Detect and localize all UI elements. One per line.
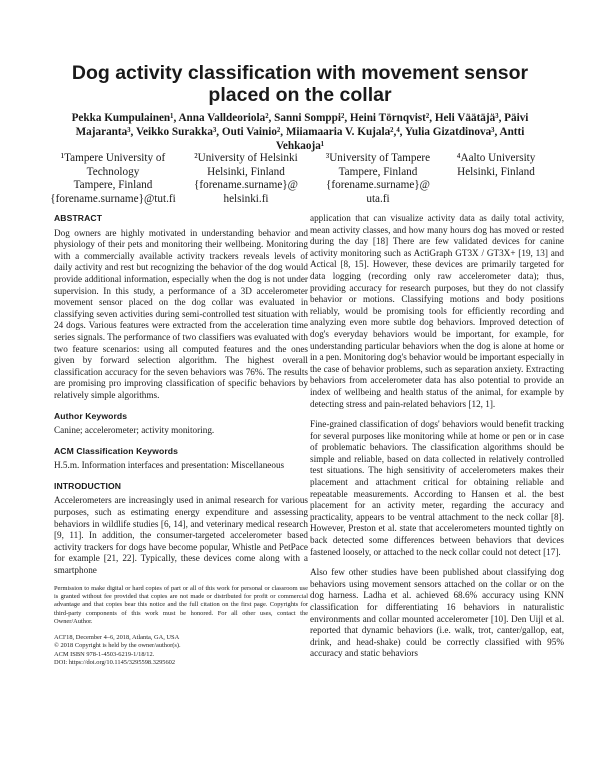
affiliation-2: [178, 152, 314, 206]
affiliation-name: ⁴Aalto University: [456, 152, 536, 164]
right-column: [310, 213, 564, 666]
copyright-notice: Permission to make digital or hard copies of part or all of this work for personal or classroom use is granted without fee provided that copies are not made or distributed for profit or commercial advantage and that copies bear this notice and the full citation on the first page. Copyrights for third-party components of this work must be honored. For all other uses, contact the Owner/Author.: [54, 584, 308, 625]
affiliation-name: ¹Tampere University of Technology: [60, 152, 166, 178]
copyright-line: © 2018 Copyright is held by the owner/author(s).: [54, 642, 181, 650]
body-paragraph: Fine-grained classification of dogs' behaviors would benefit tracking for several purposes like monitoring while at home or pen or in case of problematic behaviors. The classification algorithms should be simple and reliable, based on data collected in relatively controlled test situations. The high sensitivity of accelerometers makes their placement and attachment critical for obtaining reliable and repeatable measurements. According to Hansen et al. the best placement for an activity meter, regarding the accuracy and practicality, appears to be ventral attachment to the neck collar [8]. However, Preston et al. state that accelerometers mounted tightly on back detected some differences between behaviors that devices fastened loosely, or attached to the neck collar could not detect [17].: [310, 419, 564, 557]
keywords-heading: Author Keywords: [54, 410, 128, 421]
abstract-text: Dog owners are highly motivated in understanding behavior and physiology of their pets and monitoring their wellbeing. Monitoring with a commercially available activity trackers reveals levels of daily activity and rest but recognizing the behavior of the dog would provide additional information, especially when the dog is not under supervision. In this study, a performance of a 3D accelerometer movement sensor placed on the dog collar was evaluated in classifying seven activities during semi-controlled test situation with 24 dogs. Various features were extracted from the acceleration time series signals. The performance of two classifiers was evaluated with two feature scenarios: using all computed features and the ones given by forward selection algorithm. The highest overall classification accuracy for the seven behaviors was 76%. The results are promising pro improving classification of specific behaviors by relatively simple algorithms.: [54, 227, 308, 400]
affiliation-email: {forename.surname}@ helsinki.fi: [194, 179, 298, 205]
affiliation-location: Helsinki, Finland: [457, 165, 535, 178]
conference-info: [54, 634, 308, 667]
abstract-heading: ABSTRACT: [54, 213, 103, 223]
keywords-text: Canine; accelerometer; activity monitoring.: [54, 425, 215, 436]
affiliations: [48, 152, 560, 206]
affiliation-3: [314, 152, 442, 206]
introduction-heading: INTRODUCTION: [54, 480, 122, 491]
isbn-line: ACM ISBN 978-1-4503-6219-1/18/12.: [54, 650, 155, 658]
affiliation-location: Tampere, Finland: [73, 179, 153, 192]
affiliation-name: ²University of Helsinki: [194, 152, 298, 164]
acm-text: H.5.m. Information interfaces and presentation: Miscellaneous: [54, 460, 285, 471]
affiliation-email: {forename.surname}@ uta.fi: [326, 179, 430, 205]
affiliation-email: {forename.surname}@tut.fi: [50, 192, 176, 205]
affiliation-location: Helsinki, Finland: [207, 165, 285, 178]
paper-title: Dog activity classification with movement sensor placed on the collar: [71, 62, 529, 106]
conference-line: ACI'18, December 4–6, 2018, Atlanta, GA, USA: [54, 634, 180, 642]
doi-line: DOI: https://doi.org/10.1145/3295598.3295602: [54, 659, 176, 666]
body-paragraph: Also few other studies have been published about classifying dog behaviors using movement sensors attached on the collar or on the dog harness. Ladha et al. achieved 68.6% accuracy using KNN classification for differentiating 16 behaviors in naturalistic environments and collar mounted accelerometer [10]. Den Uijl et al. reported that dynamic behaviors (i.e. walk, trot, canter/gallop, eat, drink, and head-shake) could be correctly classified with 95% accuracy and static behaviors: [310, 567, 564, 659]
left-column: [54, 213, 308, 667]
affiliation-location: Tampere, Finland: [338, 165, 418, 178]
introduction-text: Accelerometers are increasingly used in animal research for various purposes, such as estimating energy expenditure and assessing behaviors in wildlife studies [6, 14], and veterinary medical research [9, 11]. In addition, the consumer-targeted accelerometer based activity trackers for dogs have become popular, Whistle and PetPace for example [21, 22]. Typically, these devices come along with a smartphone: [54, 495, 308, 576]
affiliation-name: ³University of Tampere: [325, 152, 431, 164]
affiliation-1: [48, 152, 178, 206]
body-paragraph: application that can visualize activity data as daily total activity, mean activity classes, and how many hours dog has moved or rested during the day [18] There are few validated devices for canine activity monitoring such as ActiGraph GT3X / GT3X+ [19, 13] and Actical [8, 15]. However, these devices are primarily targeted for data logging (recording only raw accelerometer data); thus, providing accuracy for research purposes, but they do not classify behavior or motions. Classifying motions and body positions reliably, would be promising tools for efficiently recording and analyzing even more subtle dog behaviors. Improved detection of dog's everyday behaviors would be important, for example, for understanding particular behaviors when the dog is alone at home or in a pen. Monitoring dog's behavior would be important especially in the case of behavior problems, such as separation anxiety. Extracting behaviors from accelerometer data has also potential to provide an index of wellbeing and health status of the animal, for example by detecting stress and pain-related behaviors [12, 1].: [310, 213, 565, 409]
affiliation-4: [442, 152, 550, 206]
author-list: Pekka Kumpulainen¹, Anna Valldeoriola², Sanni Somppi², Heini Törnqvist², Heli Väätäjä³, Päivi Majaranta³, Veikko Surakka³, Outi Vainio², Miiamaaria V. Kujala²,⁴, Yulia Gizatdinova³, Antti Vehkaoja¹: [71, 112, 529, 152]
acm-heading: ACM Classification Keywords: [54, 445, 178, 456]
